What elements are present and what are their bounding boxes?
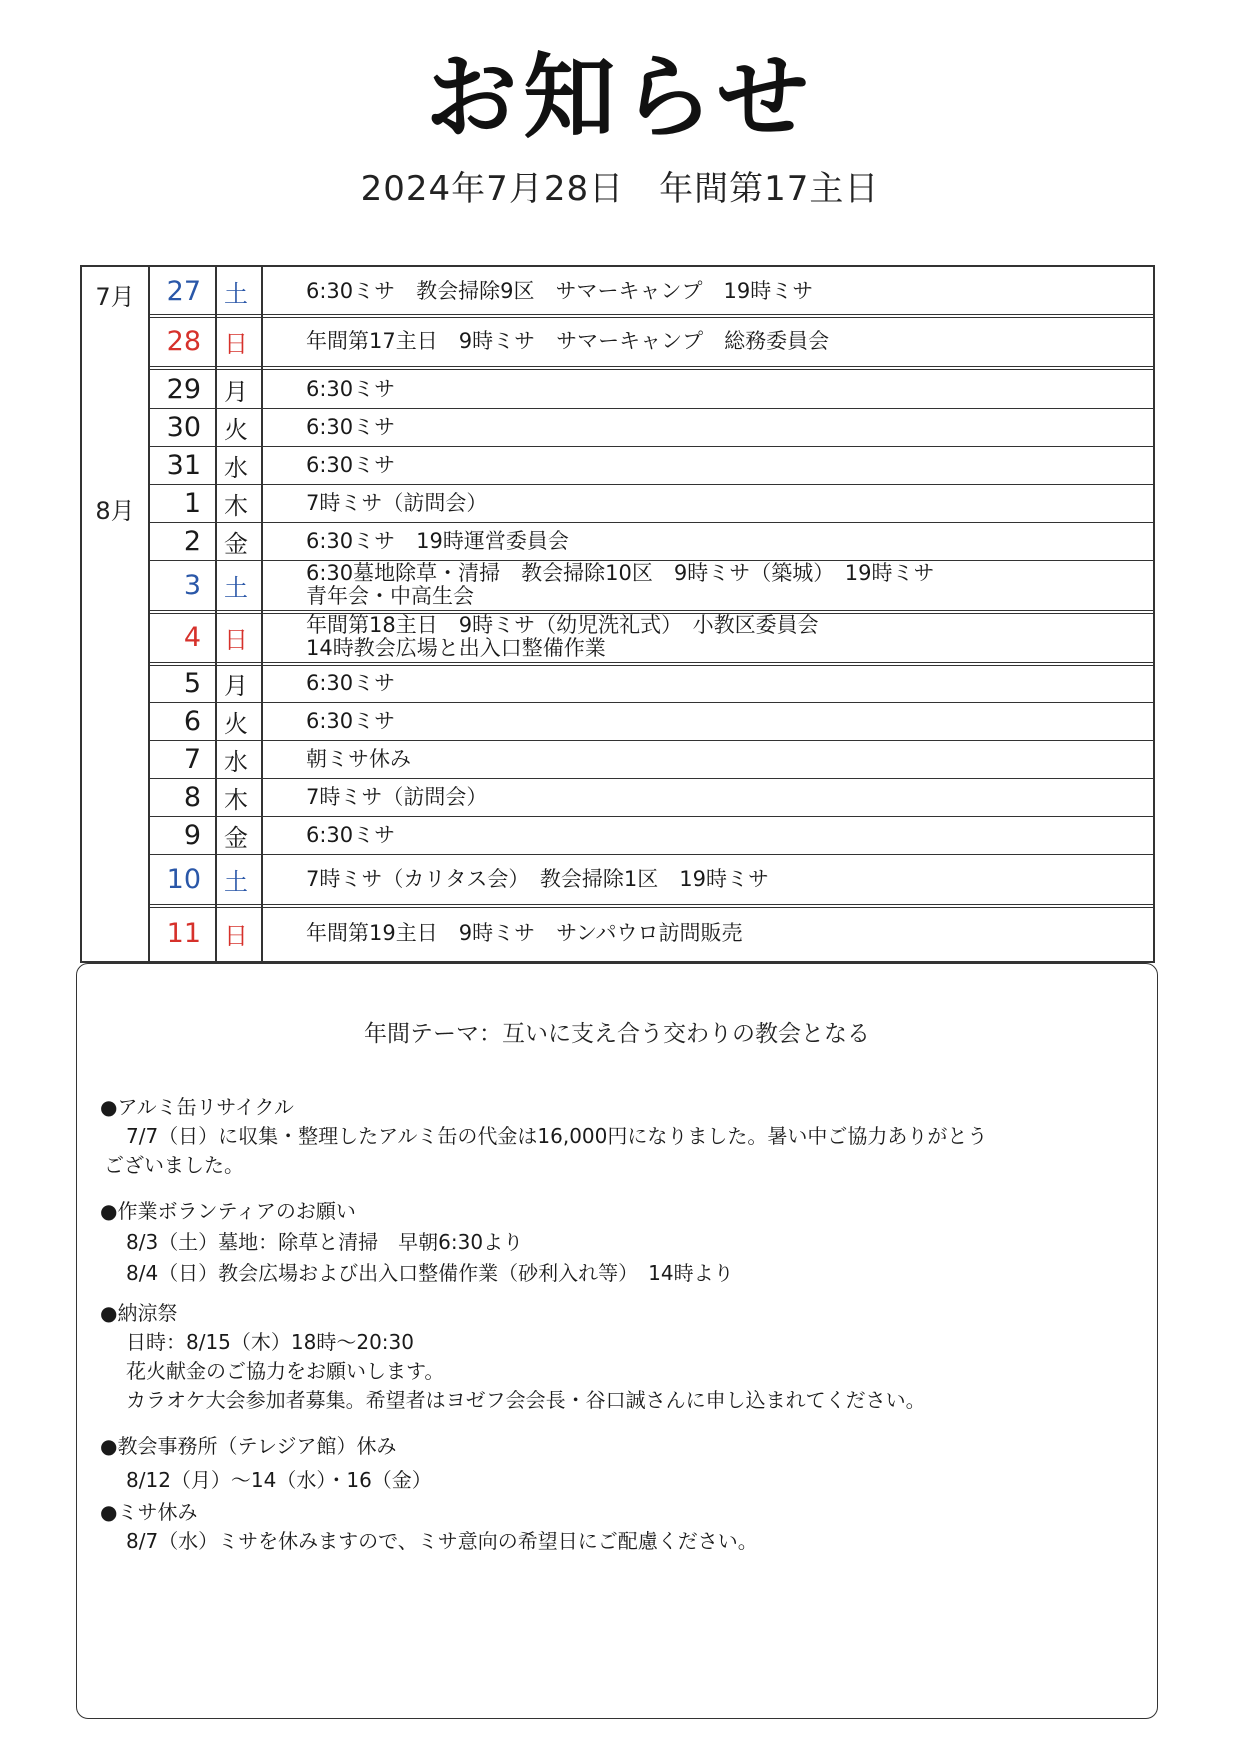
schedule-day: 6 [183,705,201,737]
schedule-row [148,561,1153,609]
page-title: お知らせ [425,44,815,151]
schedule-events [306,907,1143,959]
notice-section-line: 8/4（日）教会広場および出入口整備作業（砂利入れ等） 14時より [126,1261,734,1285]
schedule-row [148,817,1153,853]
schedule-events [306,371,1143,407]
schedule-event-line: 6:30ミサ [306,376,396,401]
row-divider [148,366,1153,370]
notices-panel [76,963,1158,1719]
notice-section-line: 8/3（土）墓地：除草と清掃 早朝6:30より [126,1230,524,1254]
notice-section-title: ●ミサ休み [100,1500,198,1524]
schedule-day: 3 [183,569,201,601]
schedule-row [148,703,1153,739]
schedule-event-line: 6:30ミサ [306,452,396,477]
schedule-event-line: 14時教会広場と出入口整備作業 [306,636,606,660]
schedule-weekday: 金 [224,823,248,852]
schedule-weekday: 日 [224,921,248,950]
schedule-day: 30 [166,411,201,443]
schedule-events [306,779,1143,815]
notice-section-title: ●アルミ缶リサイクル [100,1095,294,1119]
schedule-events [306,561,1143,609]
schedule-day: 11 [166,917,201,949]
notice-section-line: ございました。 [104,1153,244,1177]
schedule-day: 1 [183,487,201,519]
schedule-row [148,317,1153,365]
schedule-event-line: 7時ミサ（カリタス会） 教会掃除1区 19時ミサ [306,866,769,891]
schedule-day: 10 [166,863,201,895]
notice-section-line: 花火献金のご協力をお願いします。 [126,1359,445,1383]
schedule-day: 27 [166,275,201,307]
notice-section-line: 8/7（水）ミサを休みますので、ミサ意向の希望日にご配慮ください。 [126,1529,758,1553]
schedule-event-line: 6:30ミサ [306,414,396,439]
schedule-row [148,779,1153,815]
schedule-weekday: 土 [224,867,248,896]
schedule-row [148,741,1153,777]
schedule-day: 28 [166,325,201,357]
schedule-event-line: 6:30ミサ 教会掃除9区 サマーキャンプ 19時ミサ [306,278,814,303]
schedule-row [148,907,1153,959]
schedule-row [148,485,1153,521]
schedule-event-line: 年間第19主日 9時ミサ サンパウロ訪問販売 [306,920,743,945]
schedule-day: 9 [183,819,201,851]
schedule-row [148,409,1153,445]
schedule-event-line: 6:30ミサ 19時運営委員会 [306,528,569,553]
schedule-day: 8 [183,781,201,813]
schedule-event-line: 7時ミサ（訪問会） [306,784,488,809]
schedule-weekday: 土 [224,573,248,602]
schedule-events [306,855,1143,903]
month-label-august: 8月 [95,497,135,525]
schedule-event-line: 6:30ミサ [306,708,396,733]
schedule-event-line: 7時ミサ（訪問会） [306,490,488,515]
schedule-weekday: 火 [224,709,248,738]
notice-section-title: ●教会事務所（テレジア館）休み [100,1434,397,1458]
schedule-row [148,855,1153,903]
schedule-weekday: 木 [224,785,248,814]
notice-section-title: ●納涼祭 [100,1301,178,1325]
notice-section-line: 7/7（日）に収集・整理したアルミ缶の代金は16,000円になりました。暑い中ご協力ありがとう [126,1124,988,1148]
schedule-day: 31 [166,449,201,481]
schedule-event-line: 青年会・中高生会 [306,584,474,608]
schedule-events [306,485,1143,521]
schedule-weekday: 土 [224,279,248,308]
schedule-weekday: 水 [224,453,248,482]
schedule-event-line: 6:30墓地除草・清掃 教会掃除10区 9時ミサ（築城） 19時ミサ [306,561,935,585]
schedule-events [306,447,1143,483]
schedule-events [306,665,1143,701]
notice-section-line: 日時：8/15（木）18時～20:30 [126,1330,414,1354]
month-label-july: 7月 [95,283,135,311]
schedule-event-line: 6:30ミサ [306,670,396,695]
schedule-events [306,317,1143,365]
schedule-event-line: 年間第17主日 9時ミサ サマーキャンプ 総務委員会 [306,328,830,353]
schedule-event-line: 朝ミサ休み [306,746,411,771]
schedule-events [306,269,1143,313]
schedule-row [148,269,1153,313]
page-subtitle: 2024年7月28日 年間第17主日 [360,169,880,209]
schedule-weekday: 月 [224,671,248,700]
schedule-events [306,409,1143,445]
schedule-row [148,665,1153,701]
schedule-row [148,371,1153,407]
schedule-row [148,613,1153,661]
notice-section-title: ●作業ボランティアのお願い [100,1199,356,1223]
notice-section-line: カラオケ大会参加者募集。希望者はヨゼフ会会長・谷口誠さんに申し込まれてください。 [126,1388,926,1412]
schedule-weekday: 日 [224,625,248,654]
schedule-events [306,817,1143,853]
schedule-day: 4 [183,621,201,653]
schedule-row [148,447,1153,483]
schedule-day: 2 [183,525,201,557]
schedule-table [80,265,1155,963]
schedule-weekday: 金 [224,529,248,558]
schedule-events [306,613,1143,661]
schedule-day: 29 [166,373,201,405]
schedule-day: 5 [183,667,201,699]
annual-theme: 年間テーマ：互いに支え合う交わりの教会となる [364,1021,870,1047]
schedule-events [306,703,1143,739]
notice-section-line: 8/12（月）～14（水）・16（金） [126,1468,432,1492]
schedule-weekday: 日 [224,329,248,358]
schedule-weekday: 木 [224,491,248,520]
schedule-weekday: 月 [224,377,248,406]
schedule-weekday: 水 [224,747,248,776]
schedule-event-line: 年間第18主日 9時ミサ（幼児洗礼式） 小教区委員会 [306,613,819,637]
schedule-events [306,523,1143,559]
schedule-weekday: 火 [224,415,248,444]
schedule-event-line: 6:30ミサ [306,822,396,847]
schedule-events [306,741,1143,777]
schedule-day: 7 [183,743,201,775]
schedule-row [148,523,1153,559]
